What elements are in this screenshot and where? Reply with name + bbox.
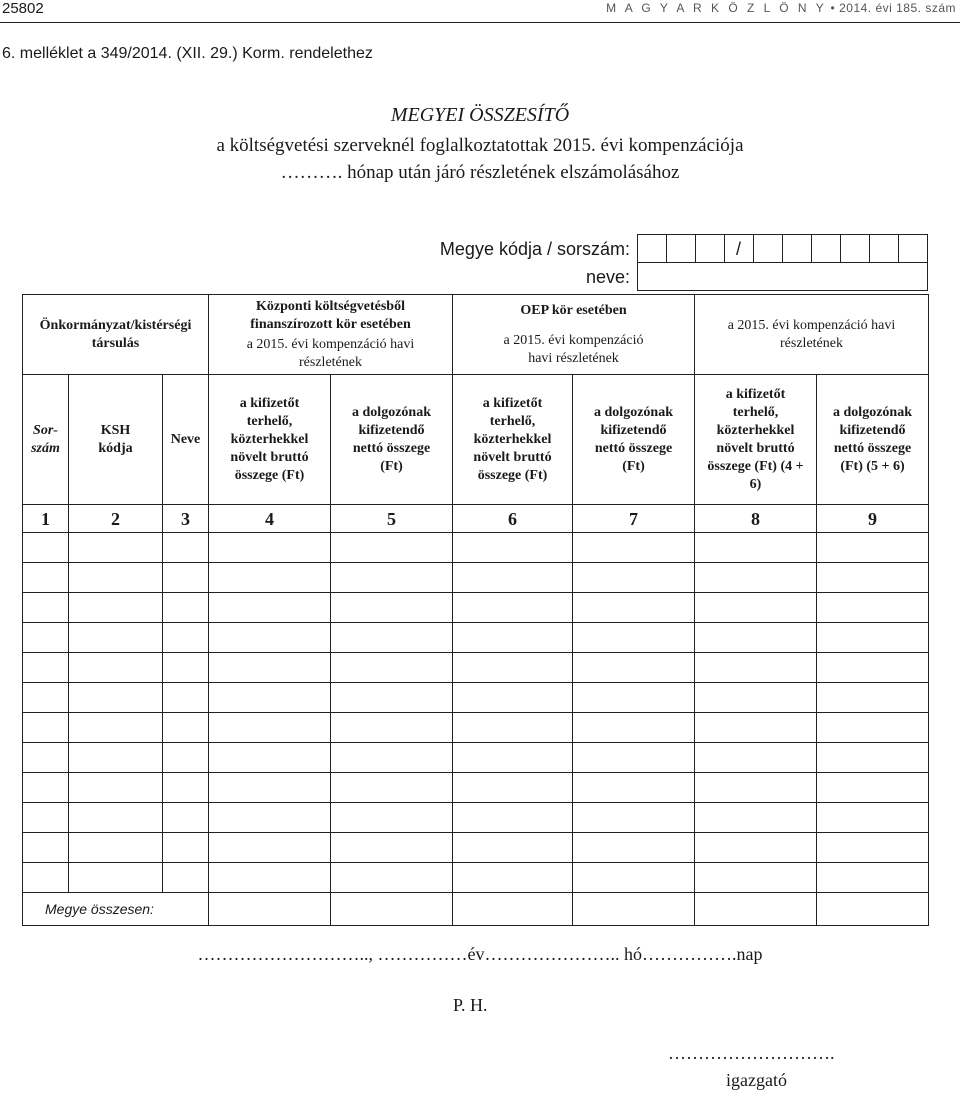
oep-group-header: OEP kör esetében a 2015. évi kompenzáció havi részletének [453,295,695,375]
table-row [23,713,929,743]
table-cell[interactable] [209,533,331,563]
table-cell[interactable] [695,743,817,773]
table-cell[interactable] [23,713,69,743]
annex-reference: 6. melléklet a 349/2014. (XII. 29.) Korm. rendelethez [2,45,373,62]
table-cell[interactable] [23,533,69,563]
table-cell[interactable] [453,743,573,773]
table-cell[interactable] [163,833,209,863]
table-cell[interactable] [209,623,331,653]
county-name-field[interactable] [638,263,928,291]
form-subtitle: a költségvetési szerveknél foglalkoztatottak 2015. évi kompenzációja [216,135,744,156]
page-number: 25802 [2,0,44,17]
oep-net-header: a dolgozónak kifizetendő nettó összege (Ft) [573,375,695,505]
table-cell[interactable] [573,593,695,623]
code-separator: / [736,239,742,259]
table-cell[interactable] [817,623,929,653]
table-cell[interactable] [453,713,573,743]
table-cell[interactable] [817,533,929,563]
table-cell[interactable] [695,563,817,593]
column-number: 6 [453,505,573,533]
signatory-title: igazgató [726,1070,787,1090]
table-row [23,623,929,653]
county-code-label: Megye kódja / sorszám: [439,239,630,259]
table-cell[interactable] [23,623,69,653]
total-cell[interactable] [209,893,331,926]
table-cell[interactable] [331,563,453,593]
county-serial-cell[interactable] [841,235,870,263]
table-cell[interactable] [573,743,695,773]
central-group-header: Központi költségvetésből finanszírozott kör esetében a 2015. évi kompenzáció havi részletének [209,295,453,375]
table-cell[interactable] [817,863,929,893]
table-cell[interactable] [573,653,695,683]
total-cell[interactable] [453,893,573,926]
total-net-header: a dolgozónak kifizetendő nettó összege (Ft) (5 + 6) [817,375,929,505]
central-net-header: a dolgozónak kifizetendő nettó összege (Ft) [331,375,453,505]
table-cell[interactable] [209,773,331,803]
table-cell[interactable] [163,683,209,713]
table-row [23,833,929,863]
table-cell[interactable] [331,713,453,743]
bullet: • [830,1,836,15]
table-cell[interactable] [695,773,817,803]
name-header: Neve [163,375,209,505]
table-row [23,803,929,833]
table-cell[interactable] [331,623,453,653]
column-number: 7 [573,505,695,533]
table-cell[interactable] [69,623,163,653]
oep-gross-header: a kifizetőt terhelő, közterhekkel növelt bruttó összege (Ft) [453,375,573,505]
total-cell[interactable] [331,893,453,926]
county-serial-cell[interactable] [812,235,841,263]
table-cell[interactable] [69,563,163,593]
table-cell[interactable] [695,863,817,893]
table-cell[interactable] [69,713,163,743]
column-number: 4 [209,505,331,533]
table-cell[interactable] [453,773,573,803]
table-cell[interactable] [23,563,69,593]
issue-label: 2014. évi 185. szám [839,1,956,15]
central-gross-header: a kifizetőt terhelő, közterhekkel növelt bruttó összege (Ft) [209,375,331,505]
table-cell[interactable] [573,803,695,833]
table-cell[interactable] [23,833,69,863]
column-number: 3 [163,505,209,533]
table-cell[interactable] [331,803,453,833]
table-cell[interactable] [163,563,209,593]
table-cell[interactable] [331,833,453,863]
table-row [23,773,929,803]
table-cell[interactable] [209,713,331,743]
table-cell[interactable] [573,623,695,653]
column-number: 5 [331,505,453,533]
table-cell[interactable] [69,653,163,683]
table-cell[interactable] [817,713,929,743]
county-input-grid [637,234,928,291]
table-cell[interactable] [69,533,163,563]
total-cell[interactable] [817,893,929,926]
table-cell[interactable] [331,743,453,773]
table-cell[interactable] [453,623,573,653]
county-code-cell[interactable] [696,235,725,263]
table-cell[interactable] [23,683,69,713]
table-row [23,563,929,593]
total-group-header: a 2015. évi kompenzáció havi részletének [695,295,929,375]
column-number: 8 [695,505,817,533]
table-cell[interactable] [69,803,163,833]
table-cell[interactable] [695,683,817,713]
table-cell[interactable] [23,593,69,623]
table-cell[interactable] [69,743,163,773]
table-cell[interactable] [453,863,573,893]
column-number: 9 [817,505,929,533]
county-serial-cell[interactable] [899,235,928,263]
table-cell[interactable] [817,743,929,773]
table-row [23,653,929,683]
table-cell[interactable] [23,653,69,683]
table-cell[interactable] [163,803,209,833]
county-name-label: neve: [585,267,630,287]
table-cell[interactable] [69,833,163,863]
table-cell[interactable] [453,563,573,593]
table-cell[interactable] [573,533,695,563]
table-cell[interactable] [817,593,929,623]
table-cell[interactable] [331,533,453,563]
table-cell[interactable] [695,593,817,623]
table-cell[interactable] [453,683,573,713]
county-serial-cell[interactable] [783,235,812,263]
table-cell[interactable] [331,863,453,893]
county-serial-cell[interactable] [754,235,783,263]
serial-header: Sor-szám [23,375,69,505]
table-cell[interactable] [209,653,331,683]
table-row [23,593,929,623]
data-rows [23,533,929,893]
table-cell[interactable] [573,773,695,803]
table-cell[interactable] [453,653,573,683]
total-gross-header: a kifizetőt terhelő, közterhekkel növelt bruttó összege (Ft) (4 + 6) [695,375,817,505]
table-cell[interactable] [817,653,929,683]
table-cell[interactable] [453,833,573,863]
table-cell[interactable] [69,593,163,623]
table-cell[interactable] [209,743,331,773]
table-cell[interactable] [695,833,817,863]
table-cell[interactable] [817,833,929,863]
table-cell[interactable] [23,803,69,833]
column-number: 1 [23,505,69,533]
table-cell[interactable] [23,773,69,803]
table-cell[interactable] [573,713,695,743]
table-cell[interactable] [573,863,695,893]
table-row [23,533,929,563]
column-number: 2 [69,505,163,533]
table-cell[interactable] [573,833,695,863]
table-cell[interactable] [695,713,817,743]
table-row [23,743,929,773]
local-gov-group-header: Önkormányzat/kistérségi társulás [23,295,209,375]
table-cell[interactable] [209,683,331,713]
table-cell[interactable] [69,773,163,803]
table-cell[interactable] [453,593,573,623]
table-cell[interactable] [209,593,331,623]
table-cell[interactable] [163,533,209,563]
table-cell[interactable] [209,833,331,863]
table-cell[interactable] [817,563,929,593]
table-cell[interactable] [163,593,209,623]
county-total-label: Megye összesen: [23,893,209,926]
table-cell[interactable] [69,683,163,713]
table-cell[interactable] [453,803,573,833]
total-cell[interactable] [573,893,695,926]
table-cell[interactable] [163,743,209,773]
table-cell[interactable] [209,803,331,833]
county-code-cell[interactable] [667,235,696,263]
county-serial-cell[interactable] [870,235,899,263]
table-cell[interactable] [163,713,209,743]
journal-header [606,1,956,15]
table-cell[interactable] [331,593,453,623]
table-cell[interactable] [573,683,695,713]
table-cell[interactable] [209,863,331,893]
table-cell[interactable] [331,653,453,683]
table-cell[interactable] [163,863,209,893]
table-cell[interactable] [695,653,817,683]
table-cell[interactable] [695,803,817,833]
table-cell[interactable] [69,863,163,893]
county-code-cell[interactable] [638,235,667,263]
signature-line: ………………………. [668,1043,835,1063]
table-cell[interactable] [163,623,209,653]
table-cell[interactable] [695,623,817,653]
table-cell[interactable] [817,803,929,833]
table-cell[interactable] [695,533,817,563]
table-cell[interactable] [331,683,453,713]
table-cell[interactable] [209,563,331,593]
table-cell[interactable] [331,773,453,803]
table-cell[interactable] [573,563,695,593]
stamp-place: P. H. [453,995,488,1015]
table-cell[interactable] [817,683,929,713]
date-line: ……………………….., ……………év………………….. hó…………….nap [197,944,763,964]
table-cell[interactable] [23,863,69,893]
table-cell[interactable] [817,773,929,803]
table-cell[interactable] [453,533,573,563]
journal-name: M A G Y A R K Ö Z L Ö N Y [606,1,827,15]
table-cell[interactable] [23,743,69,773]
total-cell[interactable] [695,893,817,926]
ksh-code-header: KSH kódja [69,375,163,505]
table-row [23,863,929,893]
summary-table [22,294,929,926]
header-rule [0,22,960,23]
table-cell[interactable] [163,773,209,803]
table-cell[interactable] [163,653,209,683]
form-title: MEGYEI ÖSSZESÍTŐ [390,104,570,126]
table-row [23,683,929,713]
form-subtitle-month: ………. hónap után járó részletének elszámolásához [280,162,680,183]
